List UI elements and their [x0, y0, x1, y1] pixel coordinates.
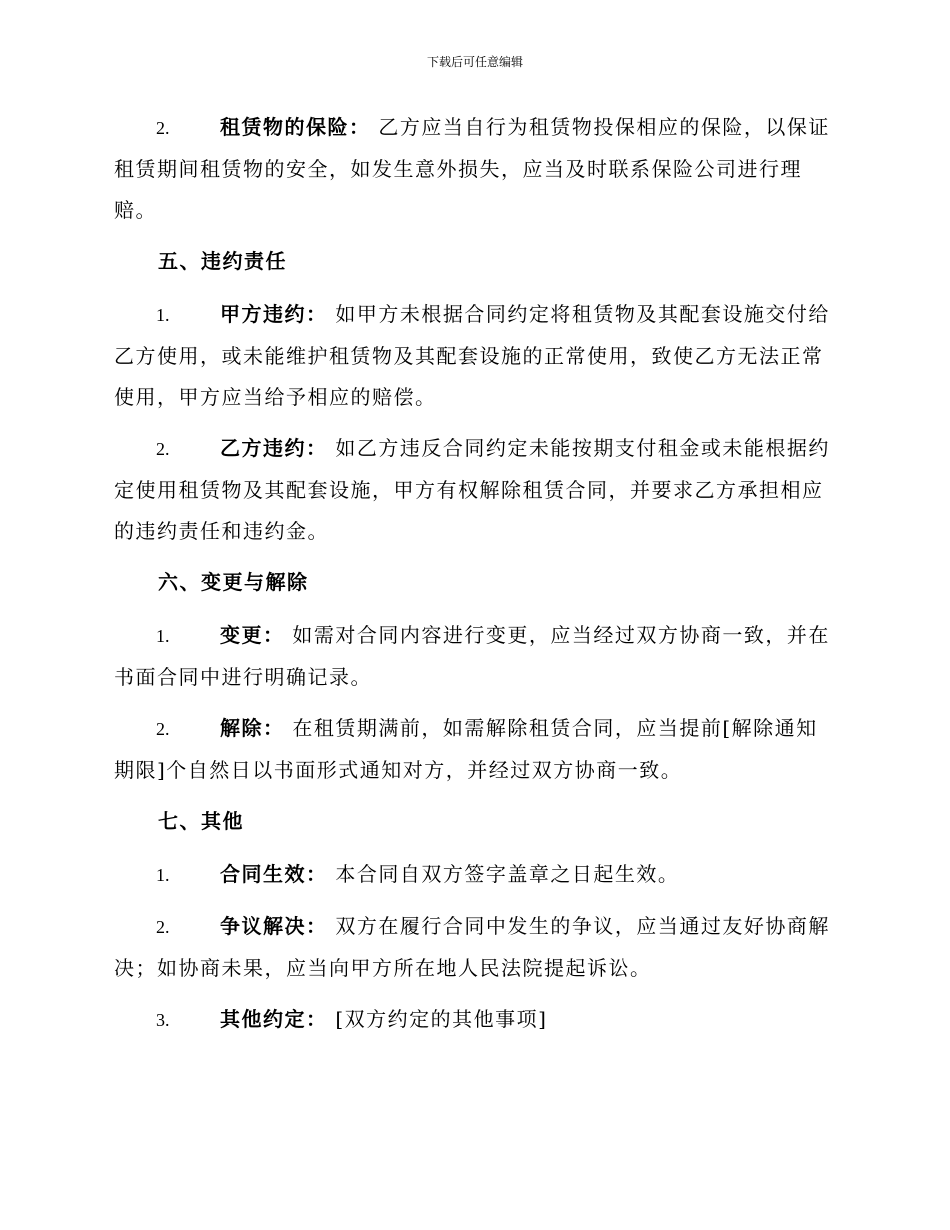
clause-effective: [114, 854, 838, 896]
clause-text: 如乙方违反合同约定未能按期支付租金或未能根据约定使用租赁物及其配套设施，甲方有权解除租赁合同，并要求乙方承担相应的违约责任和违约金。: [114, 436, 830, 543]
clause-term: 变更：: [220, 623, 285, 647]
clause-text: 如需对合同内容进行变更，应当经过双方协商一致，并在书面合同中进行明确记录。: [114, 623, 830, 689]
clause-dispute: [114, 906, 838, 989]
clause-term: 租赁物的保险：: [220, 115, 371, 139]
section-heading-change: 六、变更与解除: [158, 570, 309, 594]
clause-term: 争议解决：: [220, 914, 328, 938]
clause-other-terms: [114, 999, 838, 1041]
clause-number: 1.: [156, 305, 170, 325]
clause-termination: [114, 708, 838, 791]
clause-text: 如甲方未根据合同约定将租赁物及其配套设施交付给乙方使用，或未能维护租赁物及其配套设施的正常使用，致使乙方无法正常使用，甲方应当给予相应的赔偿。: [114, 302, 830, 409]
section-heading-other: 七、其他: [158, 809, 244, 833]
clause-number: 2.: [156, 719, 170, 739]
clause-party-b-breach: [114, 428, 838, 552]
clause-insurance: [114, 107, 838, 231]
clause-text: 双方在履行合同中发生的争议，应当通过友好协商解决；如协商未果，应当向甲方所在地人民法院提起诉讼。: [114, 914, 830, 980]
clause-number: 1.: [156, 865, 170, 885]
clause-number: 3.: [156, 1010, 170, 1030]
document-body: [114, 107, 838, 1051]
clause-text: 本合同自双方签字盖章之日起生效。: [335, 862, 680, 886]
section-heading-breach: 五、违约责任: [158, 249, 287, 273]
clause-number: 2.: [156, 917, 170, 937]
page-header: 下载后可任意编辑: [426, 55, 523, 69]
clause-number: 2.: [156, 118, 170, 138]
clause-change: [114, 615, 838, 698]
clause-number: 2.: [156, 439, 170, 459]
clause-text: 乙方应当自行为租赁物投保相应的保险，以保证租赁期间租赁物的安全，如发生意外损失，应当及时联系保险公司进行理赔。: [114, 115, 830, 222]
clause-term: 乙方违约：: [220, 436, 328, 460]
clause-term: 合同生效：: [220, 862, 328, 886]
clause-term: 甲方违约：: [220, 302, 328, 326]
clause-text: [双方约定的其他事项]: [335, 1007, 548, 1031]
clause-term: 其他约定：: [220, 1007, 328, 1031]
clause-number: 1.: [156, 626, 170, 646]
clause-party-a-breach: [114, 294, 838, 418]
clause-text: 在租赁期满前，如需解除租赁合同，应当提前[解除通知期限]个自然日以书面形式通知对方，并经过双方协商一致。: [114, 716, 818, 782]
clause-term: 解除：: [220, 716, 285, 740]
